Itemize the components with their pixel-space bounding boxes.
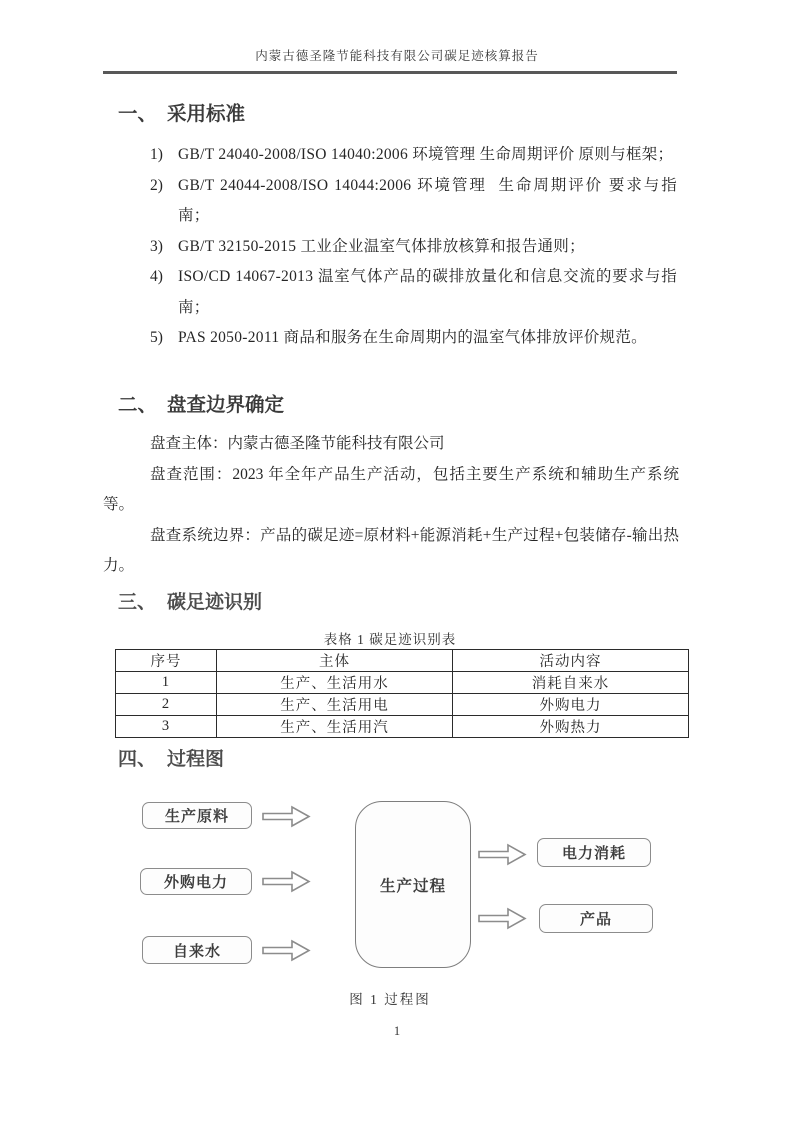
right-arrow-icon xyxy=(261,869,311,894)
output-box-electricity-consumption: 电力消耗 xyxy=(537,838,651,867)
table-cell: 外购电力 xyxy=(453,694,689,716)
table-header-cell: 主体 xyxy=(217,650,453,672)
item-text: GB/T 24040-2008/ISO 14040:2006 环境管理 生命周期评价 原则与框架； xyxy=(178,146,674,163)
paragraph-inspection-subject: 盘查主体：内蒙古德圣隆节能科技有限公司 xyxy=(150,435,445,452)
paragraph-system-boundary: 盘查系统边界：产品的碳足迹=原材料+能源消耗+生产过程+包装储存-输出热力。 xyxy=(103,526,679,574)
item-text: ISO/CD 14067-2013 温室气体产品的碳排放量化和信息交流的要求与指南； xyxy=(178,268,677,316)
table-cell: 外购热力 xyxy=(453,716,689,738)
paragraph-inspection-scope: 盘查范围：2023 年全年产品生产活动，包括主要生产系统和辅助生产系统等。 xyxy=(103,465,679,513)
section-1-number: 一、 xyxy=(118,103,158,125)
boundary-paragraphs xyxy=(103,429,679,582)
output-box-product: 产品 xyxy=(539,904,653,933)
item-marker: 1) xyxy=(150,146,163,163)
header-rule xyxy=(103,71,677,74)
table-header-row xyxy=(116,650,689,672)
section-2-title: 盘查边界确定 xyxy=(167,394,285,416)
input-box-purchased-electricity: 外购电力 xyxy=(140,868,252,895)
section-2-number: 二、 xyxy=(118,394,158,416)
table-cell: 1 xyxy=(116,672,217,694)
doc-header xyxy=(0,46,794,64)
table-cell: 生产、生活用电 xyxy=(217,694,453,716)
section-4-number: 四、 xyxy=(118,749,157,770)
standard-item xyxy=(150,232,677,263)
report-title: 内蒙古德圣隆节能科技有限公司碳足迹核算报告 xyxy=(255,49,539,63)
standard-item xyxy=(150,140,677,171)
standard-item xyxy=(150,262,677,323)
table-cell: 生产、生活用水 xyxy=(217,672,453,694)
table-header-cell: 序号 xyxy=(116,650,217,672)
figure-caption: 图 1 过程图 xyxy=(349,992,431,1007)
item-marker: 3) xyxy=(150,237,163,255)
item-text: GB/T 24044-2008/ISO 14044:2006 环境管理 生命周期评价 要求与指南； xyxy=(178,176,677,224)
footprint-table xyxy=(115,649,689,738)
right-arrow-icon xyxy=(477,842,527,867)
page-number: 1 xyxy=(393,1024,401,1038)
section-3-title: 碳足迹识别 xyxy=(167,592,263,613)
input-box-tap-water: 自来水 xyxy=(142,936,252,964)
right-arrow-icon xyxy=(477,906,527,931)
table-caption: 表格 1 碳足迹识别表 xyxy=(323,632,457,647)
process-box: 生产过程 xyxy=(355,801,471,968)
table-cell: 2 xyxy=(116,694,217,716)
standard-item xyxy=(150,171,677,232)
right-arrow-icon xyxy=(261,938,311,963)
item-marker: 4) xyxy=(150,268,163,285)
section-4-title: 过程图 xyxy=(167,749,225,770)
section-4-heading xyxy=(118,747,224,773)
table-cell: 消耗自来水 xyxy=(453,672,689,694)
section-1-title: 采用标准 xyxy=(167,103,246,125)
process-diagram xyxy=(103,788,677,972)
item-marker: 5) xyxy=(150,329,163,346)
section-3-heading xyxy=(118,590,262,616)
input-box-raw-material: 生产原料 xyxy=(142,802,252,829)
standards-list xyxy=(150,140,677,354)
table-row xyxy=(116,672,689,694)
table-cell: 3 xyxy=(116,716,217,738)
item-text: PAS 2050-2011 商品和服务在生命周期内的温室气体排放评价规范。 xyxy=(178,329,647,346)
item-text: GB/T 32150-2015 工业企业温室气体排放核算和报告通则； xyxy=(178,237,585,255)
table-header-cell: 活动内容 xyxy=(453,650,689,672)
right-arrow-icon xyxy=(261,804,311,829)
item-marker: 2) xyxy=(150,176,163,194)
table-row xyxy=(116,716,689,738)
table-row xyxy=(116,694,689,716)
section-3-number: 三、 xyxy=(118,592,157,613)
table-cell: 生产、生活用汽 xyxy=(217,716,453,738)
section-1-heading xyxy=(118,101,245,127)
standard-item xyxy=(150,323,677,354)
section-2-heading xyxy=(118,392,284,418)
